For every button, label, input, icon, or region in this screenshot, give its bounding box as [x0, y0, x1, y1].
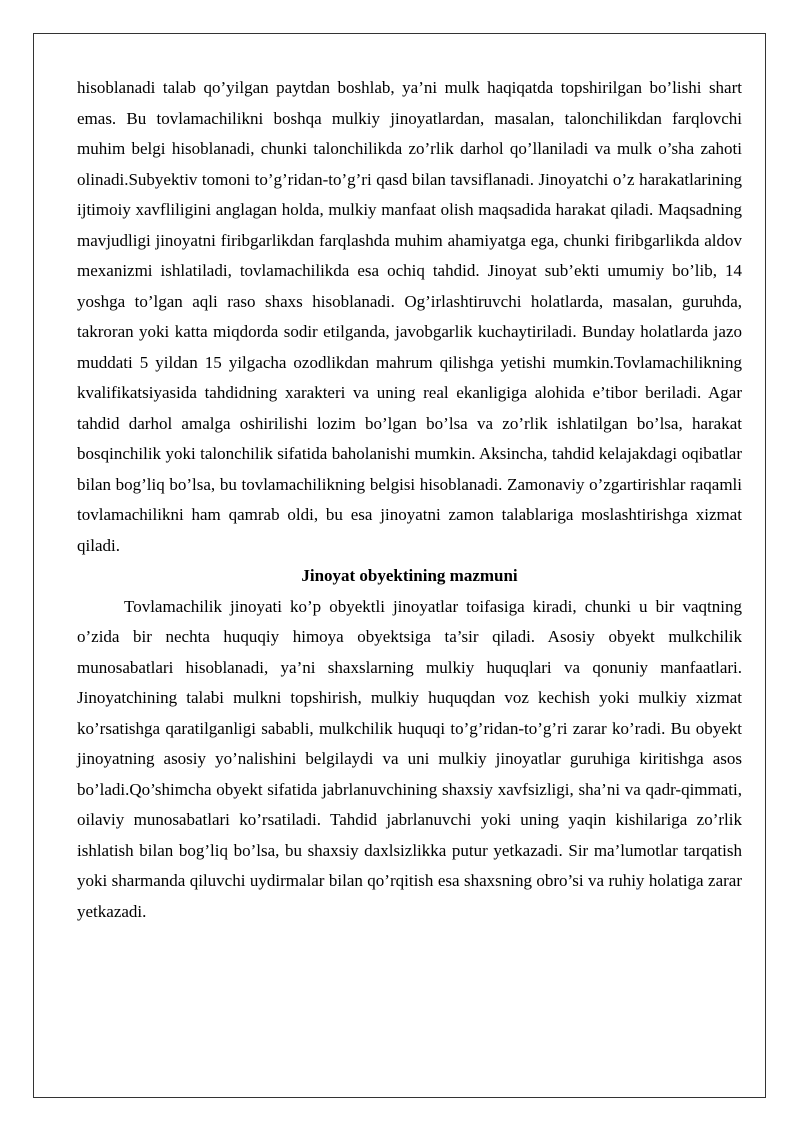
body-paragraph: hisoblanadi talab qo’yilgan paytdan boshlab, ya’ni mulk haqiqatda topshirilgan bo’lishi shart emas. Bu tovlamachilikni boshqa mulkiy jinoyatlardan, masalan, talonchilikdan farqlovchi muhim belgi hisoblanadi, chunki talonchilikda zo’rlik darhol qo’llaniladi va mulk o’sha zahoti olinadi.Subyektiv tomoni to’g’ridan-to’g’ri qasd bilan tavsiflanadi. Jinoyatchi o’z harakatlarining ijtimoiy xavfliligini anglagan holda, mulkiy manfaat olish maqsadida harakat qiladi. Maqsadning mavjudligi jinoyatni firibgarlikdan farqlashda muhim ahamiyatga ega, chunki firibgarlikda aldov mexanizmi ishlatiladi, tovlamachilikda esa ochiq tahdid. Jinoyat sub’ekti umumiy bo’lib, 14 yoshga to’lgan aqli raso shaxs hisoblanadi. Og’irlashtiruvchi holatlarda, masalan, guruhda, takroran yoki katta miqdorda sodir etilganda, javobgarlik kuchaytiriladi. Bunday holatlarda jazo muddati 5 yildan 15 yilgacha ozodlikdan mahrum qilishga yetishi mumkin.Tovlamachilikning kvalifikatsiyasida tahdidning xarakteri va uning real ekanligiga alohida e’tibor beriladi. Agar tahdid darhol amalga oshirilishi lozim bo’lgan bo’lsa va zo’rlik ishlatilgan bo’lsa, harakat bosqinchilik yoki talonchilik sifatida baholanishi mumkin. Aksincha, tahdid kelajakdagi oqibatlar bilan bog’liq bo’lsa, bu tovlamachilikning belgisi hisoblanadi. Zamonaviy o’zgartirishlar raqamli tovlamachilikni ham qamrab oldi, bu esa jinoyatni zamon talablariga moslashtirishga xizmat qiladi.: [77, 78, 742, 555]
section-heading: Jinoyat obyektining mazmuni: [301, 566, 518, 585]
body-paragraph: Tovlamachilik jinoyati ko’p obyektli jinoyatlar toifasiga kiradi, chunki u bir vaqtning o’zida bir nechta huquqiy himoya obyektsiga ta’sir qiladi. Asosiy obyekt mulkchilik munosabatlari hisoblanadi, ya’ni shaxslarning mulkiy huquqlari va qonuniy manfaatlari. Jinoyatchining talabi mulkni topshirish, mulkiy huquqdan voz kechish yoki mulkiy xizmat ko’rsatishga qaratilganligi sababli, mulkchilik huquqi to’g’ridan-to’g’ri zarar ko’radi. Bu obyekt jinoyatning asosiy yo’nalishini belgilaydi va uni mulkiy jinoyatlar guruhiga kiritishga asos bo’ladi.Qo’shimcha obyekt sifatida jabrlanuvchining shaxsiy xavfsizligi, sha’ni va qadr-qimmati, oilaviy munosabatlari ko’rsatiladi. Tahdid jabrlanuvchi yoki uning yaqin kishilariga zo’rlik ishlatish bilan bog’liq bo’lsa, bu shaxsiy daxlsizlikka putur yetkazadi. Sir ma’lumotlar tarqatish yoki sharmanda qiluvchi uydirmalar bilan qo’rqitish esa shaxsning obro’si va ruhiy holatiga zarar yetkazadi.: [77, 596, 742, 921]
document-body: [77, 73, 742, 927]
